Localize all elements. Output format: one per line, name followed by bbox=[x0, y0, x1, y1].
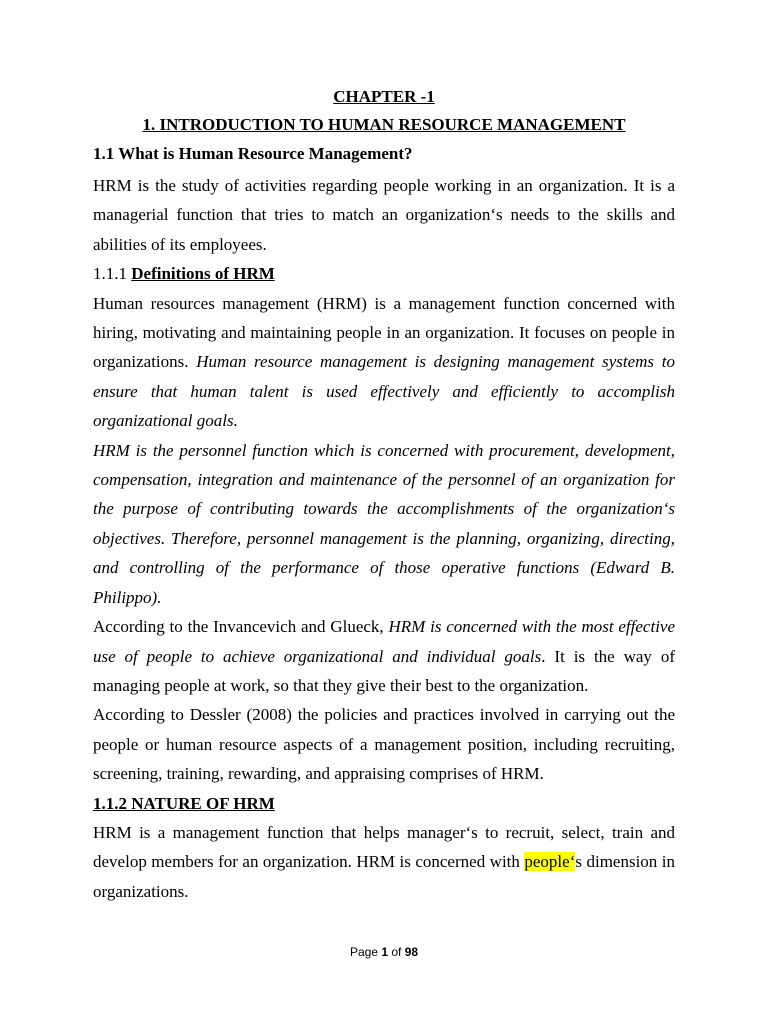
paragraph-dessler: According to Dessler (2008) the policies and practices involved in carrying out the people or human resource aspects of a management position, including recruiting, screening, training, rewarding, and appraising comprises of HRM. bbox=[93, 705, 675, 784]
page-word: Page bbox=[349, 945, 378, 959]
nature-text: HRM is a management function that helps manager‘s to recruit, select, train and develop members for an organization. HRM is concerned with bbox=[93, 822, 675, 872]
section-heading-1-1-2: 1.1.2 NATURE OF HRM bbox=[93, 793, 275, 813]
paragraph-personnel-function bbox=[93, 436, 675, 612]
section-heading-1-1: 1.1 What is Human Resource Management? bbox=[93, 144, 413, 163]
page-total: 98 bbox=[404, 945, 419, 959]
page-number: 1 bbox=[381, 945, 388, 959]
paragraph-definition bbox=[93, 289, 675, 436]
paragraph-invancevich bbox=[93, 612, 675, 700]
paragraph-hrm-study: HRM is the study of activities regarding people working in an organization. It is a managerial function that tries to match an organization‘s needs to the skills and abilities of its employees. bbox=[93, 176, 675, 254]
invancevich-intro: According to the Invancevich and Glueck, bbox=[93, 617, 384, 637]
highlighted-word: people‘ bbox=[524, 852, 576, 872]
personnel-function-text: HRM is the personnel function which is concerned with procurement, development, compensation, integration and maintenance of the personnel of an organization for the purpose of contributing towards the accomplishments of the organization‘s objectives. Therefore, personnel management is the planning, organizing, directing, and controlling of the performance of those operative functions (Edward B. Philippo). bbox=[93, 440, 675, 607]
section-title: Definitions of HRM bbox=[131, 264, 275, 284]
of-word: of bbox=[391, 945, 402, 959]
definition-italic-text: Human resource management is designing management systems to ensure that human talent is used effectively and efficiently to accomplish organizational goals. bbox=[93, 352, 675, 431]
invancevich-quote: HRM is concerned with the most effective use of people to achieve organizational and individual goals bbox=[93, 617, 676, 666]
paragraph-nature bbox=[93, 818, 675, 906]
nature-text-end: s dimension in organizations. bbox=[93, 852, 676, 901]
definition-text: Human resources management (HRM) is a management function concerned with hiring, motivating and maintaining people in an organization. It focuses on people in organizations. bbox=[93, 293, 675, 372]
page-footer bbox=[0, 945, 768, 959]
section-heading-1-1-1 bbox=[93, 259, 675, 288]
section-number: 1.1.1 bbox=[93, 264, 127, 284]
chapter-title: 1. INTRODUCTION TO HUMAN RESOURCE MANAGEMENT bbox=[142, 115, 626, 134]
chapter-heading: CHAPTER -1 bbox=[333, 87, 435, 106]
invancevich-rest: . It is the way of managing people at work, so that they give their best to the organization. bbox=[93, 646, 675, 695]
